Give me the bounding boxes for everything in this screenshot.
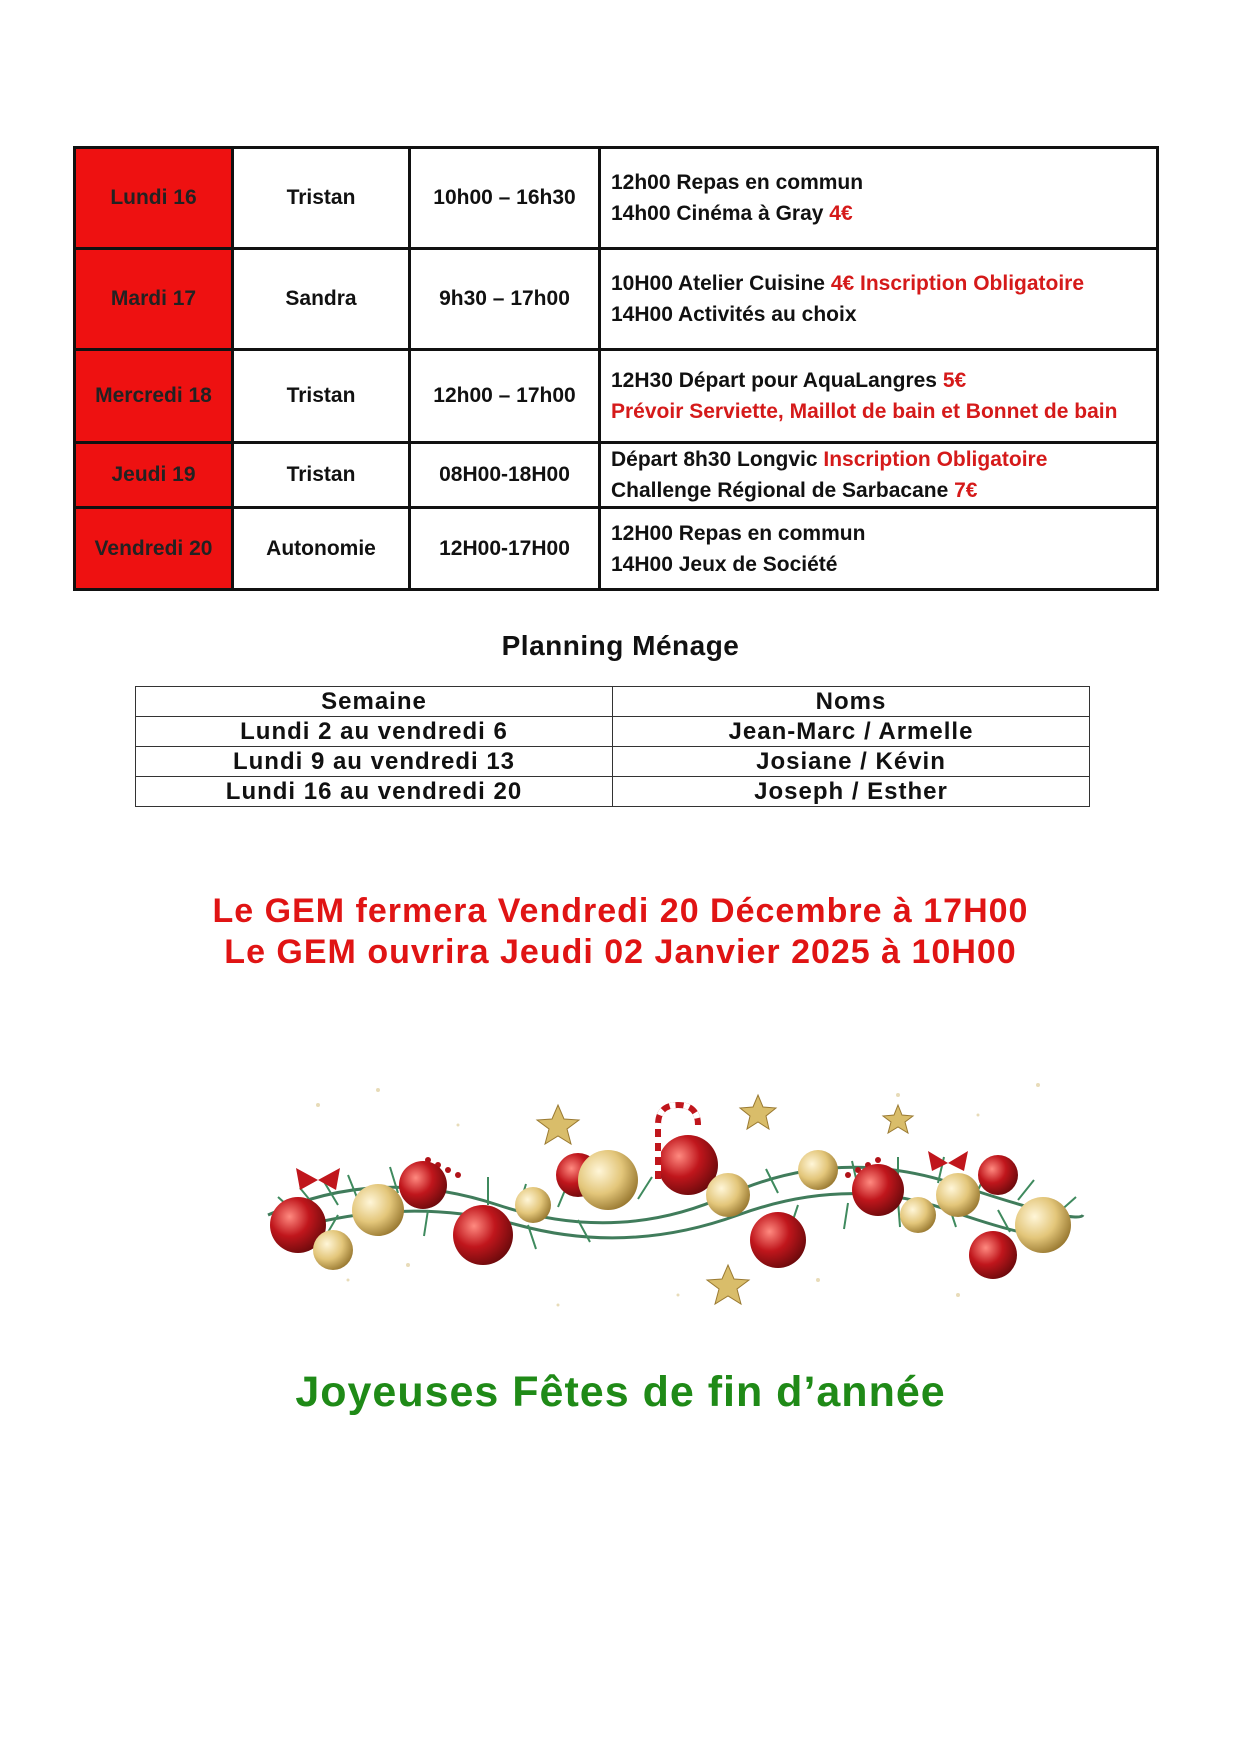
christmas-garland-image: [258, 1065, 1088, 1333]
table-row: [136, 777, 1090, 807]
hours-cell: 12H00-17H00: [410, 508, 600, 590]
holiday-greeting: Joyeuses Fêtes de fin d’année: [295, 1368, 946, 1416]
schedule-row: [75, 350, 1158, 443]
day-cell: Jeudi 19: [75, 443, 233, 508]
day-cell: Lundi 16: [75, 148, 233, 249]
week-cell: Lundi 9 au vendredi 13: [136, 747, 613, 777]
column-header: Noms: [613, 687, 1090, 717]
hours-cell: 12h00 – 17h00: [410, 350, 600, 443]
activity-line: Challenge Régional de Sarbacane 7€: [611, 479, 978, 502]
activities-cell: [600, 350, 1158, 443]
opening-notice: Le GEM ouvrira Jeudi 02 Janvier 2025 à 10H00: [224, 933, 1017, 971]
hours-cell: 9h30 – 17h00: [410, 249, 600, 350]
activity-line: 12H30 Départ pour AquaLangres 5€: [611, 369, 967, 392]
menage-title: Planning Ménage: [501, 630, 740, 661]
names-cell: Jean-Marc / Armelle: [613, 717, 1090, 747]
day-cell: Vendredi 20: [75, 508, 233, 590]
activity-line: 14H00 Activités au choix: [611, 303, 857, 326]
hours-cell: 08H00-18H00: [410, 443, 600, 508]
animator-cell: Tristan: [233, 350, 410, 443]
table-header-row: [136, 687, 1090, 717]
activities-cell: [600, 148, 1158, 249]
activity-line: Départ 8h30 Longvic Inscription Obligatoire: [611, 448, 1048, 471]
closing-notice: Le GEM fermera Vendredi 20 Décembre à 17H00: [212, 892, 1029, 930]
activities-cell: [600, 249, 1158, 350]
activities-cell: [600, 508, 1158, 590]
animator-cell: Sandra: [233, 249, 410, 350]
activity-line: 10H00 Atelier Cuisine 4€ Inscription Obligatoire: [611, 272, 1085, 295]
animator-cell: Tristan: [233, 148, 410, 249]
animator-cell: Tristan: [233, 443, 410, 508]
activity-line: 14H00 Jeux de Société: [611, 552, 838, 576]
activity-line: 12H00 Repas en commun: [611, 521, 866, 545]
activity-line: 14h00 Cinéma à Gray 4€: [611, 202, 853, 225]
names-cell: Joseph / Esther: [613, 777, 1090, 807]
schedule-row: [75, 443, 1158, 508]
activity-line: Prévoir Serviette, Maillot de bain et Bonnet de bain: [611, 400, 1118, 423]
names-cell: Josiane / Kévin: [613, 747, 1090, 777]
day-cell: Mercredi 18: [75, 350, 233, 443]
day-cell: Mardi 17: [75, 249, 233, 350]
schedule-table: [73, 146, 1159, 591]
table-row: [136, 717, 1090, 747]
schedule-row: [75, 249, 1158, 350]
activity-line: 12h00 Repas en commun: [611, 171, 864, 194]
week-cell: Lundi 2 au vendredi 6: [136, 717, 613, 747]
menage-table: [135, 686, 1090, 807]
hours-cell: 10h00 – 16h30: [410, 148, 600, 249]
activities-cell: [600, 443, 1158, 508]
week-cell: Lundi 16 au vendredi 20: [136, 777, 613, 807]
schedule-row: [75, 508, 1158, 590]
schedule-row: [75, 148, 1158, 249]
column-header: Semaine: [136, 687, 613, 717]
animator-cell: Autonomie: [233, 508, 410, 590]
table-row: [136, 747, 1090, 777]
